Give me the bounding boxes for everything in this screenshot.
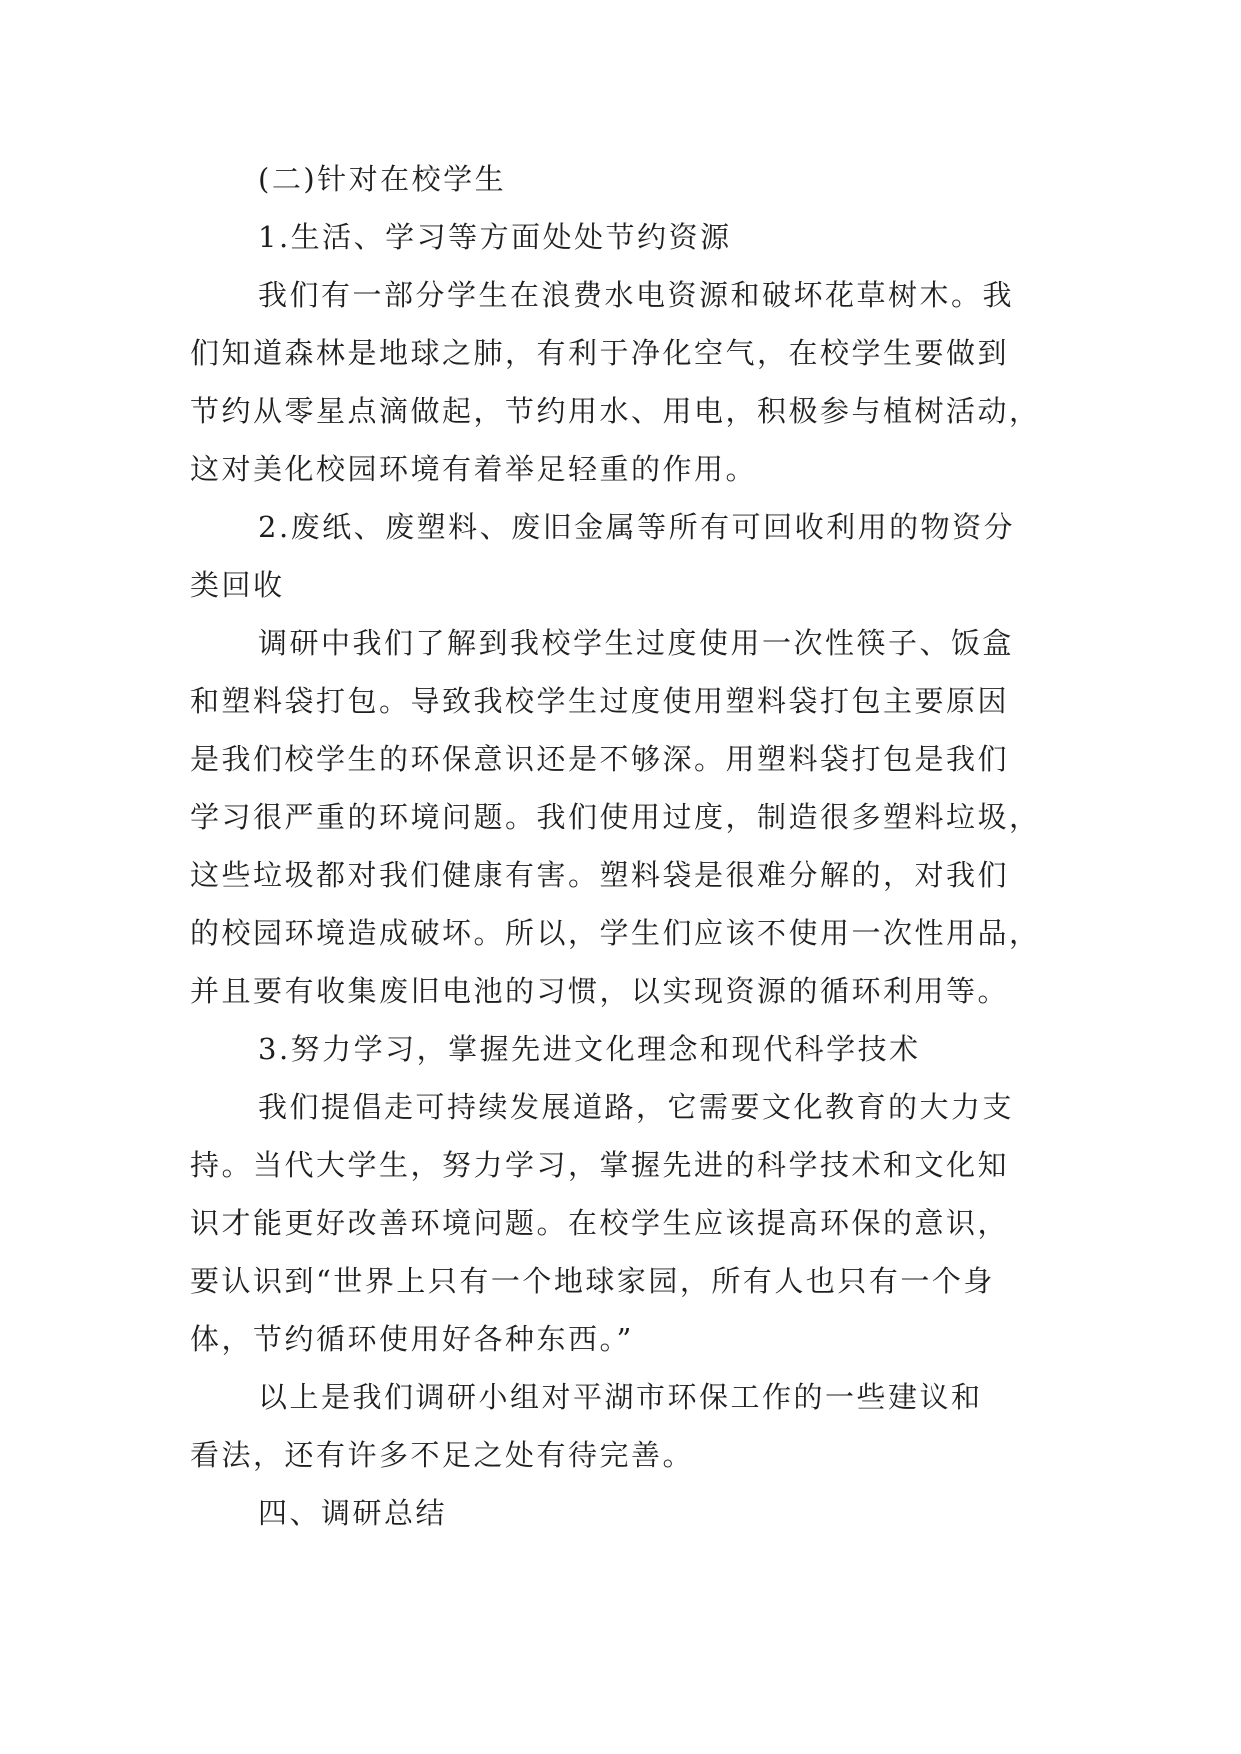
paragraph-line: 这对美化校园环境有着举足轻重的作用。 [190, 452, 758, 486]
paragraph-line: 们知道森林是地球之肺，有利于净化空气，在校学生要做到 [190, 336, 1010, 370]
subheading-2-cont: 类回收 [190, 568, 285, 602]
subheading-2: 2.废纸、废塑料、废旧金属等所有可回收利用的物资分 [258, 510, 1016, 544]
paragraph-line: 和塑料袋打包。导致我校学生过度使用塑料袋打包主要原因 [190, 684, 1010, 718]
paragraph-line: 以上是我们调研小组对平湖市环保工作的一些建议和 [258, 1380, 983, 1414]
paragraph-line: 调研中我们了解到我校学生过度使用一次性筷子、饭盒 [258, 626, 1015, 660]
subheading-3: 3.努力学习，掌握先进文化理念和现代科学技术 [258, 1032, 921, 1066]
paragraph-line: 持。当代大学生，努力学习，掌握先进的科学技术和文化知 [190, 1148, 1010, 1182]
paragraph-line: 并且要有收集废旧电池的习惯，以实现资源的循环利用等。 [190, 974, 1010, 1008]
paragraph-line: 体，节约循环使用好各种东西。” [190, 1322, 634, 1356]
paragraph-line: 识才能更好改善环境问题。在校学生应该提高环保的意识， [190, 1206, 1010, 1240]
paragraph-line: 看法，还有许多不足之处有待完善。 [190, 1438, 695, 1472]
paragraph-line: 我们有一部分学生在浪费水电资源和破坏花草树木。我 [258, 278, 1015, 312]
paragraph-line: 节约从零星点滴做起，节约用水、用电，积极参与植树活动， [190, 394, 1041, 428]
subheading-1: 1.生活、学习等方面处处节约资源 [258, 220, 732, 254]
paragraph-line: 的校园环境造成破坏。所以，学生们应该不使用一次性用品， [190, 916, 1041, 950]
document-body [190, 150, 1060, 1542]
section-heading-summary: 四、调研总结 [258, 1496, 448, 1530]
paragraph-line: 学习很严重的环境问题。我们使用过度，制造很多塑料垃圾， [190, 800, 1041, 834]
paragraph-line: 我们提倡走可持续发展道路，它需要文化教育的大力支 [258, 1090, 1015, 1124]
paragraph-line: 要认识到“世界上只有一个地球家园，所有人也只有一个身 [190, 1264, 995, 1298]
paragraph-line: 这些垃圾都对我们健康有害。塑料袋是很难分解的，对我们 [190, 858, 1010, 892]
section-heading-students: (二)针对在校学生 [258, 162, 507, 196]
paragraph-line: 是我们校学生的环保意识还是不够深。用塑料袋打包是我们 [190, 742, 1010, 776]
